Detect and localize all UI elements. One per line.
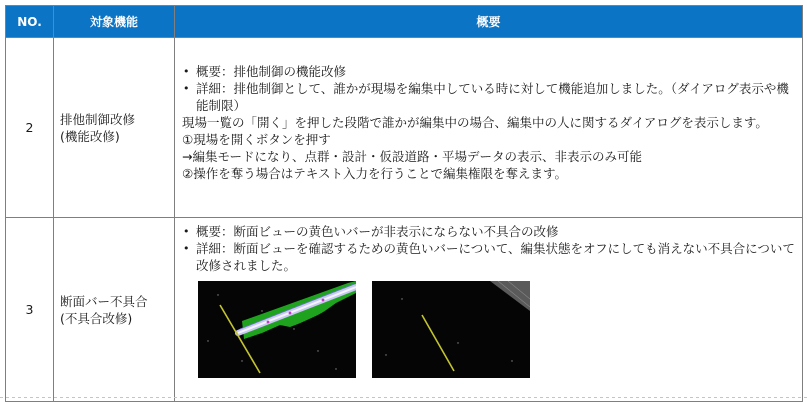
row-number: 2 [6,38,54,218]
step-text: ①現場を開くボタンを押す [182,132,331,147]
table-row [6,218,803,402]
before-screenshot-image [198,281,356,378]
bullet-item: • 概要：断面ビューの黄色いバーが非表示にならない不具合の改修 [194,223,796,240]
summary-cell [175,218,803,402]
step-text: →編集モードになり、点群・設計・仮設道路・平場データの表示、非表示のみ可能 [182,149,642,164]
before-screenshot [198,281,356,378]
header-row [6,6,803,38]
after-screenshot [372,281,530,378]
header-target: 対象機能 [54,6,175,38]
screenshot-group [182,281,796,401]
bullet-list [182,63,796,114]
header-summary: 概要 [175,6,803,38]
table-row [6,38,803,218]
header-no: NO. [6,6,54,38]
target-category: (機能改修) [60,128,120,144]
target-category: (不具合改修) [60,310,133,326]
row-number: 3 [6,218,54,402]
bullet-item: • 詳細：断面ビューを確認するための黄色いバーについて、編集状態をオフにしても消えない不具合について改修されました。 [194,240,796,274]
dotted-divider [0,397,807,398]
target-name: 断面バー不具合 [60,293,148,309]
bullet-list [182,223,796,274]
target-feature [54,38,175,218]
after-screenshot-image [372,281,530,378]
step-text: ②操作を奪う場合はテキスト入力を行うことで編集権限を奪えます。 [182,166,567,181]
target-name: 排他制御改修 [60,111,136,127]
bullet-item: • 概要：排他制御の機能改修 [194,63,796,80]
change-log-table [5,5,803,402]
description-text: 現場一覧の「開く」を押した段階で誰かが編集中の場合、編集中の人に関するダイアログを表示します。 [182,115,768,130]
summary-cell [175,38,803,218]
target-feature [54,218,175,402]
bullet-item: • 詳細：排他制御として、誰かが現場を編集中している時に対して機能追加しました。（ダイアログ表示や機能制限） [194,80,796,114]
